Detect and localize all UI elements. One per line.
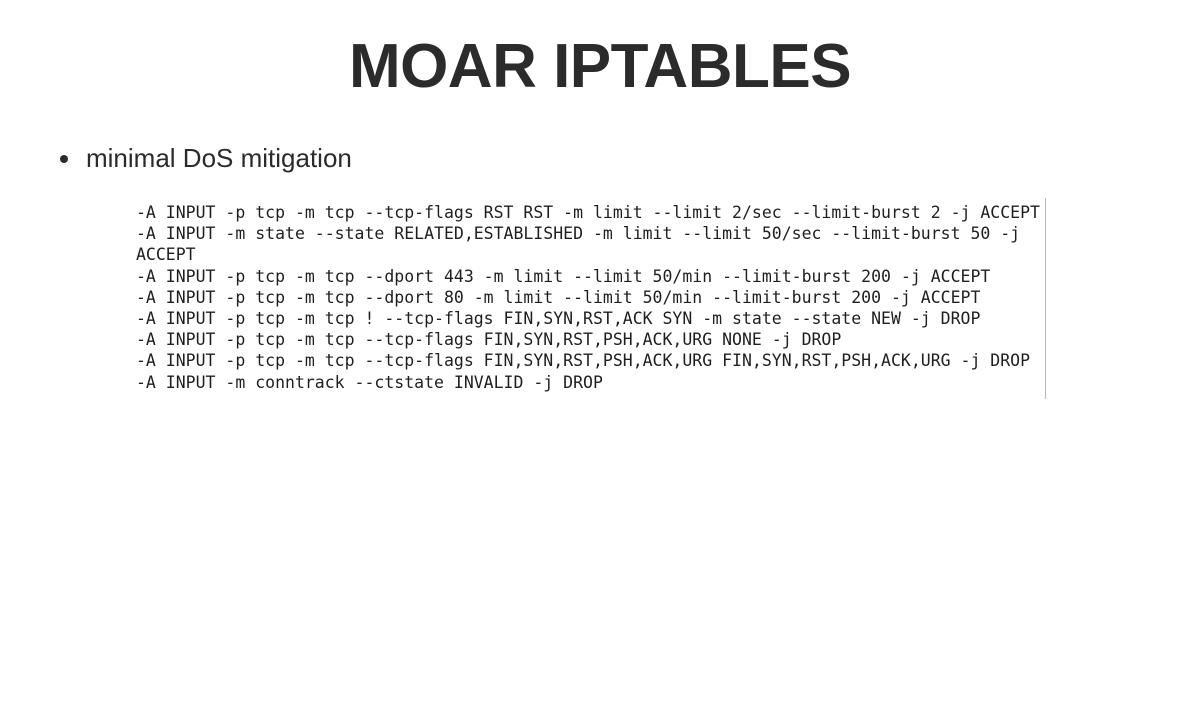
page-title: MOAR IPTABLES [348, 32, 852, 101]
list-item [44, 142, 1144, 175]
code-line: -A INPUT -p tcp -m tcp --tcp-flags FIN,SYN,RST,PSH,ACK,URG NONE -j DROP [136, 330, 842, 350]
code-line: -A INPUT -m conntrack --ctstate INVALID -j DROP [136, 372, 603, 392]
code-block [122, 198, 1046, 399]
code-line: -A INPUT -p tcp -m tcp --tcp-flags RST RST -m limit --limit 2/sec --limit-burst 2 -j ACCEPT [136, 203, 1040, 222]
code-line: -A INPUT -m state --state RELATED,ESTABLISHED -m limit --limit 50/sec --limit-burst 50 -j ACCEPT [136, 224, 1031, 265]
bullet-label: minimal DoS mitigation [86, 143, 352, 173]
code-line: -A INPUT -p tcp -m tcp --dport 443 -m limit --limit 50/min --limit-burst 200 -j ACCEPT [136, 266, 991, 286]
code-line: -A INPUT -p tcp -m tcp --dport 80 -m limit --limit 50/min --limit-burst 200 -j ACCEPT [136, 287, 981, 307]
code-line: -A INPUT -p tcp -m tcp ! --tcp-flags FIN,SYN,RST,ACK SYN -m state --state NEW -j DROP [136, 309, 981, 329]
bullet-dot-icon [60, 155, 68, 163]
code-line: -A INPUT -p tcp -m tcp --tcp-flags FIN,SYN,RST,PSH,ACK,URG FIN,SYN,RST,PSH,ACK,URG -j DROP [136, 351, 1031, 371]
bullet-list [44, 142, 1144, 175]
